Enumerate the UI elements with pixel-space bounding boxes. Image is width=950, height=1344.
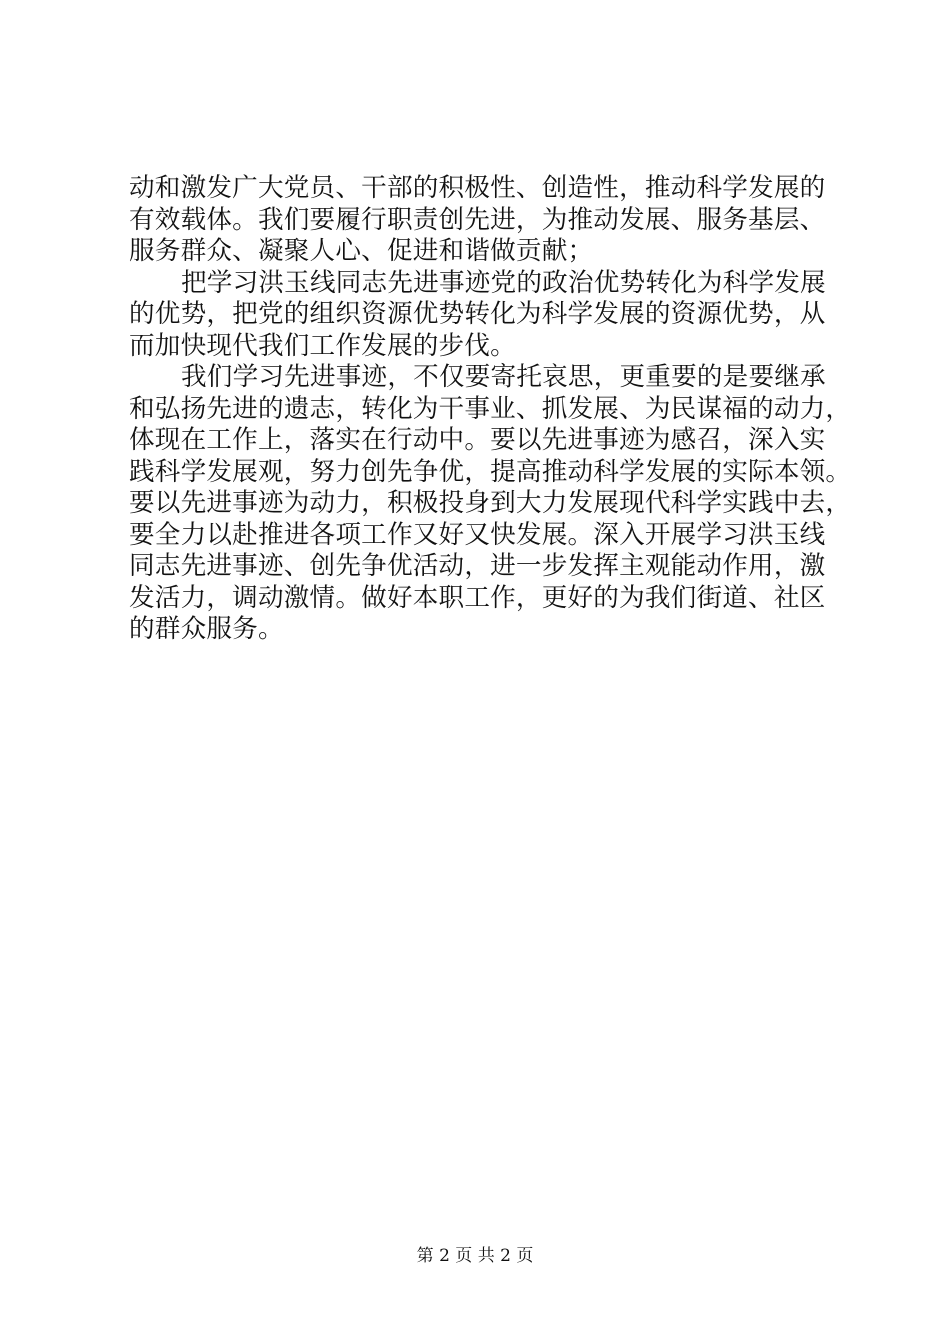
text-line: 同志先进事迹、创先争优活动，进一步发挥主观能动作用，激 bbox=[129, 551, 826, 581]
text-line: 的群众服务。 bbox=[129, 614, 284, 644]
text-line: 要全力以赴推进各项工作又好又快发展。深入开展学习洪玉线 bbox=[129, 519, 826, 550]
text-line: 的优势，把党的组织资源优势转化为科学发展的资源优势，从 bbox=[129, 299, 826, 329]
text-line: 把学习洪玉线同志先进事迹党的政治优势转化为科学发展 bbox=[181, 267, 826, 298]
text-line: 体现在工作上，落实在行动中。要以先进事迹为感召，深入实 bbox=[129, 425, 826, 455]
text-line: 我们学习先进事迹，不仅要寄托哀思，更重要的是要继承 bbox=[181, 362, 826, 392]
page-number-footer: 第 2 页 共 2 页 bbox=[416, 1246, 534, 1266]
text-line: 要以先进事迹为动力，积极投身到大力发展现代科学实践中去， bbox=[129, 488, 852, 518]
text-line: 而加快现代我们工作发展的步伐。 bbox=[129, 330, 516, 361]
text-line: 和弘扬先进的遗志，转化为干事业、抓发展、为民谋福的动力， bbox=[129, 393, 852, 424]
paragraph-3 bbox=[129, 362, 852, 646]
text-line: 服务群众、凝聚人心、促进和谐做贡献； bbox=[129, 236, 594, 266]
text-line: 发活力，调动激情。做好本职工作，更好的为我们街道、社区 bbox=[129, 582, 826, 613]
text-line: 动和激发广大党员、干部的积极性、创造性，推动科学发展的 bbox=[129, 173, 826, 203]
text-line: 有效载体。我们要履行职责创先进，为推动发展、服务基层、 bbox=[129, 204, 826, 235]
paragraph-1 bbox=[129, 173, 834, 268]
paragraph-2 bbox=[129, 268, 834, 363]
text-line: 践科学发展观，努力创先争优，提高推动科学发展的实际本领。 bbox=[129, 456, 852, 487]
body-text bbox=[129, 173, 852, 646]
